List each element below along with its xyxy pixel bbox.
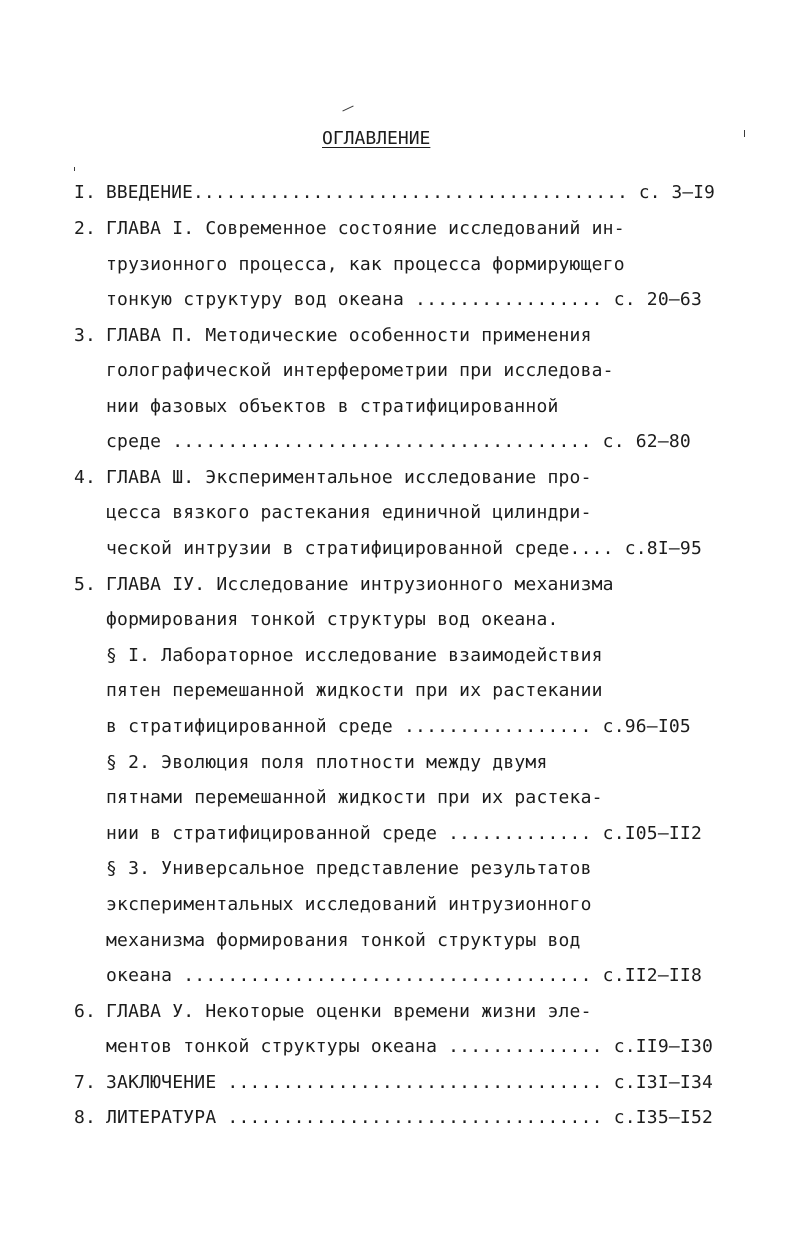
toc-line: тонкую структуру вод океана ................. с. 20–63 <box>106 289 702 310</box>
entry-number: 5. <box>74 574 97 595</box>
entry-number: 6. <box>74 1001 97 1022</box>
toc-line: океана ..................................... с.II2–II8 <box>106 965 702 986</box>
toc-line: экспериментальных исследований интрузионного <box>106 894 592 915</box>
toc-line: в стратифицированной среде ................. с.96–I05 <box>106 716 691 737</box>
entry-number: I. <box>74 182 97 203</box>
toc-line: ментов тонкой структуры океана .............. с.II9–I30 <box>106 1036 714 1057</box>
toc-line: среде ...................................... с. 62–80 <box>106 431 691 452</box>
toc-line: нии фазовых объектов в стратифицированной <box>106 396 559 417</box>
entry-number: 3. <box>74 325 97 346</box>
toc-line: ГЛАВА Ш. Экспериментальное исследование про- <box>106 467 592 488</box>
entry-number: 2. <box>74 218 97 239</box>
toc-line: § 2. Эволюция поля плотности между двумя <box>106 752 548 773</box>
toc-line: голографической интерферометрии при исследова- <box>106 360 614 381</box>
toc-line: трузионного процесса, как процесса формирующего <box>106 254 625 275</box>
toc-line: § 3. Универсальное представление результатов <box>106 858 592 879</box>
scan-speck <box>74 167 75 171</box>
entry-number: 8. <box>74 1107 97 1128</box>
scan-speck <box>342 106 353 112</box>
toc-line: цесса вязкого растекания единичной цилиндри- <box>106 502 592 523</box>
toc-line: ГЛАВА П. Методические особенности применения <box>106 325 592 346</box>
toc-line: ГЛАВА У. Некоторые оценки времени жизни эле- <box>106 1001 592 1022</box>
toc-line: ГЛАВА I. Современное состояние исследований ин- <box>106 218 625 239</box>
page-title: ОГЛАВЛЕНИЕ <box>322 128 431 149</box>
toc-line: ческой интрузии в стратифицированной среде.... с.8I–95 <box>106 538 702 559</box>
toc-line: ГЛАВА IУ. Исследование интрузионного механизма <box>106 574 614 595</box>
toc-line: механизма формирования тонкой структуры вод <box>106 930 581 951</box>
toc-line: пятен перемешанной жидкости при их растекании <box>106 680 603 701</box>
toc-line: нии в стратифицированной среде ............. с.I05–II2 <box>106 823 702 844</box>
entry-number: 4. <box>74 467 97 488</box>
entry-number: 7. <box>74 1072 97 1093</box>
toc-line: ЛИТЕРАТУРА .................................. с.I35–I52 <box>106 1107 714 1128</box>
toc-line: пятнами перемешанной жидкости при их растека- <box>106 787 603 808</box>
toc-line: § I. Лабораторное исследование взаимодействия <box>106 645 603 666</box>
toc-line: ВВЕДЕНИЕ........................................ с. 3–I9 <box>106 182 716 203</box>
scan-speck <box>744 130 745 137</box>
toc-line: формирования тонкой структуры вод океана. <box>106 609 559 630</box>
toc-line: ЗАКЛЮЧЕНИЕ .................................. с.I3I–I34 <box>106 1072 714 1093</box>
